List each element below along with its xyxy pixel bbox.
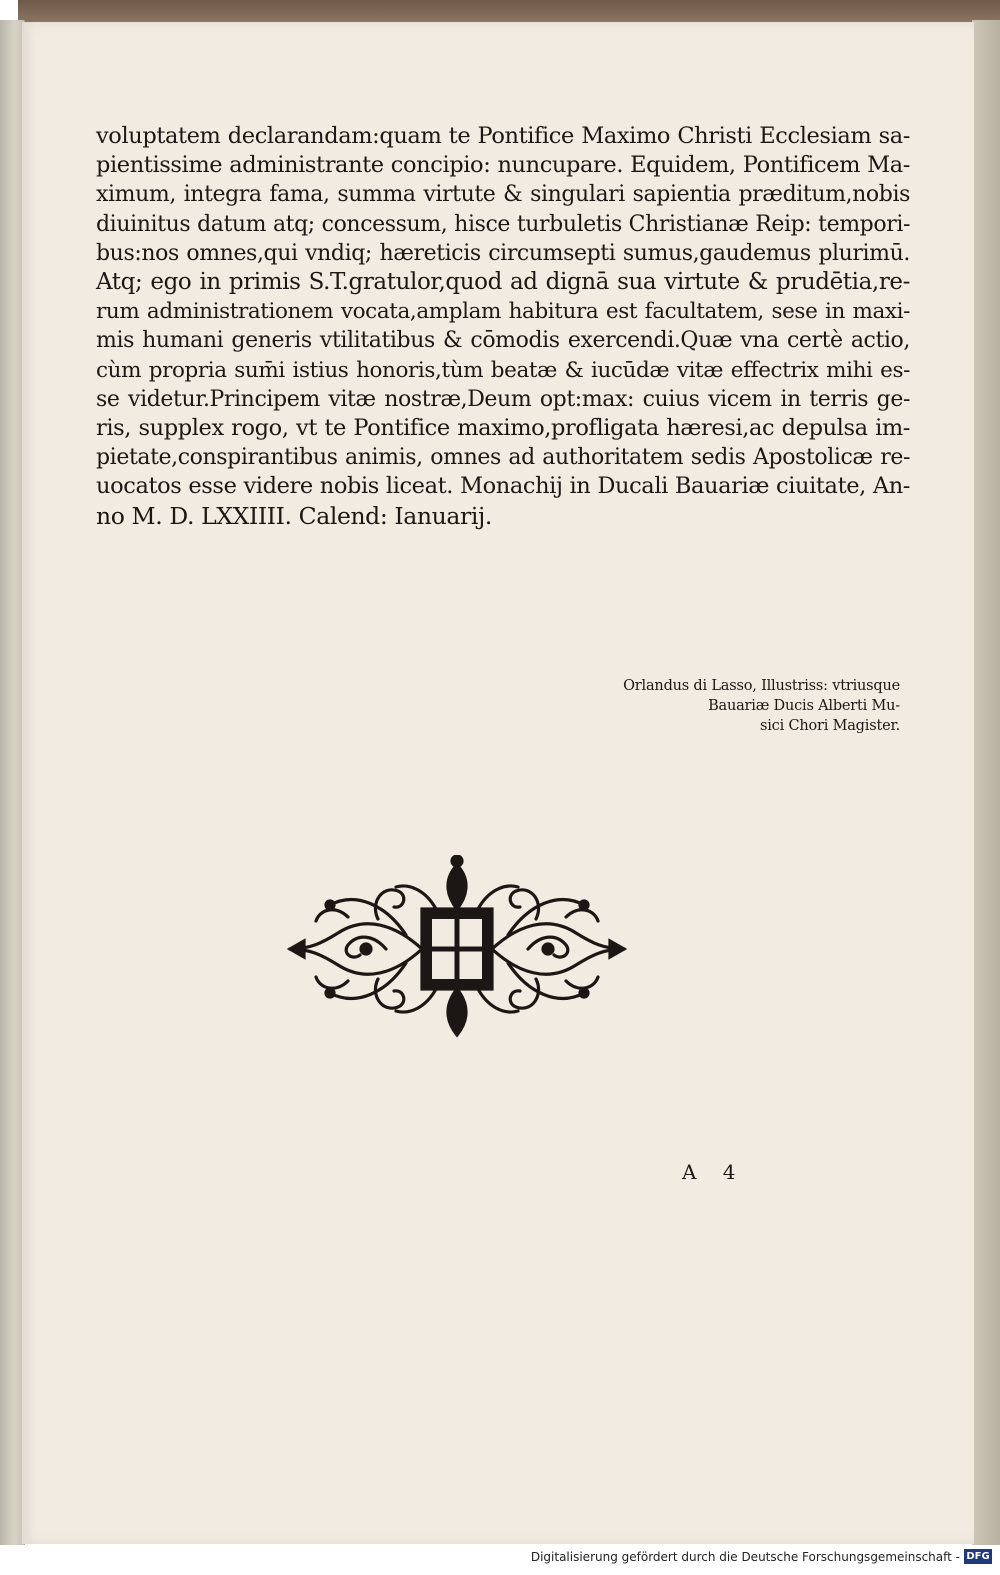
book-right-edge xyxy=(972,20,1000,1545)
signature-mark: A 4 xyxy=(682,1160,746,1184)
text-line: ris, supplex rogo, vt te Pontifice maximo,profligata hæresi,ac depulsa im- xyxy=(96,415,910,442)
text-line: cùm propria sum̄i istius honoris,tùm beatæ & iucūdæ vitæ effectrix mihi es- xyxy=(96,357,910,383)
text-line: rum administrationem vocata,amplam habitura est facultatem, sese in maxi- xyxy=(96,299,910,325)
body-text xyxy=(96,122,910,531)
signature-line: Bauariæ Ducis Alberti Mu- xyxy=(708,698,900,714)
text-line: bus:nos omnes,qui vndiq; hæreticis circumsepti sumus,gaudemus plurimū. xyxy=(96,240,910,266)
signature-line: Orlandus di Lasso, Illustriss: vtriusque xyxy=(623,678,900,694)
author-signature xyxy=(560,676,900,736)
dfg-logo: DFG xyxy=(964,1549,992,1564)
book-top-edge xyxy=(18,0,1000,22)
text-line: se videtur.Principem vitæ nostræ,Deum opt:max: cuius vicem in terris ge- xyxy=(96,386,910,412)
text-line: Atq; ego in primis S.T.gratulor,quod ad dignā sua virtute & prudētia,re- xyxy=(96,269,910,296)
text-line: pientissime administrante concipio: nuncupare. Equidem, Pontificem Ma- xyxy=(96,152,910,179)
text-line: mis humani generis vtilitatibus & cōmodis exercendi.Quæ vna certè actio, xyxy=(96,328,910,354)
text-line: diuinitus datum atq; concessum, hisce turbuletis Christianæ Reip: tempori- xyxy=(96,211,910,237)
text-line: pietate,conspirantibus animis, omnes ad authoritatem sedis Apostolicæ re- xyxy=(96,445,910,471)
text-line: uocatos esse videre nobis liceat. Monachij in Ducali Bauariæ ciuitate, An- xyxy=(96,473,910,500)
text-line: voluptatem declarandam:quam te Pontifice Maximo Christi Ecclesiam sa- xyxy=(96,123,910,149)
printers-ornament-icon xyxy=(286,855,628,1043)
signature-line: sici Chori Magister. xyxy=(760,718,900,734)
text-line: no M. D. LXXIIII. Calend: Ianuarij. xyxy=(96,501,492,530)
footer-credit: Digitalisierung gefördert durch die Deutsche Forschungsgemeinschaft - xyxy=(530,1550,960,1564)
text-line: ximum, integra fama, summa virtute & singulari sapientia præditum,nobis xyxy=(96,182,910,208)
